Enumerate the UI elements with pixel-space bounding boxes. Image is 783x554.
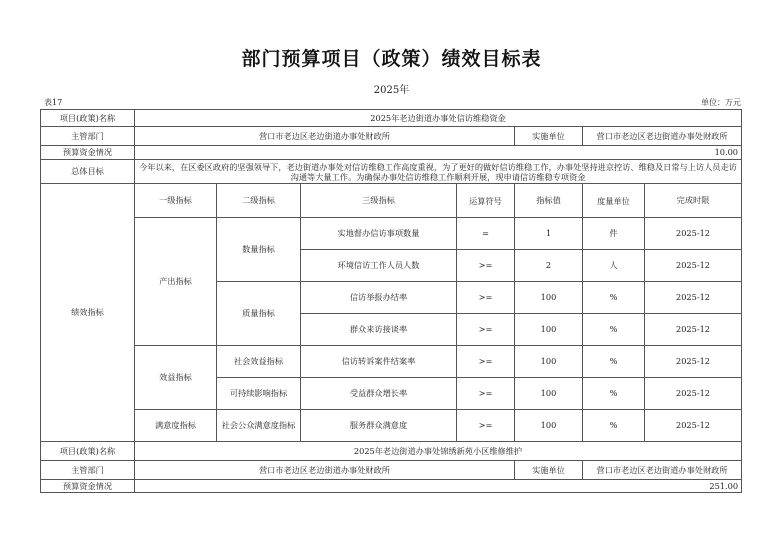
indicator-name: 受益群众增长率 (301, 378, 457, 410)
indicator-op: >= (457, 346, 515, 378)
project-name-label: 项目(政策)名称 (41, 110, 135, 127)
group-benefit: 效益指标 (135, 346, 217, 410)
unit-label: 单位：万元 (701, 98, 741, 107)
table-row (41, 461, 742, 480)
dept-value: 营口市老边区老边街道办事处财政所 (135, 127, 515, 146)
group-satisfy: 满意度指标 (135, 410, 217, 442)
header-operator: 运算符号 (457, 184, 515, 218)
impl-label: 实施单位 (515, 461, 583, 480)
indicator-unit: % (583, 410, 645, 442)
funds-value: 251.00 (135, 480, 742, 493)
table-row (41, 480, 742, 493)
group-output: 产出指标 (135, 218, 217, 346)
header-unit: 度量单位 (583, 184, 645, 218)
indicator-unit: % (583, 378, 645, 410)
indicator-op: >= (457, 282, 515, 314)
group-public: 社会公众满意度指标 (217, 410, 301, 442)
indicator-value: 100 (515, 282, 583, 314)
table-row (41, 442, 742, 461)
project-name-value: 2025年老边街道办事处信访维稳资金 (135, 110, 742, 127)
indicator-value: 100 (515, 410, 583, 442)
goal-label: 总体目标 (41, 160, 135, 184)
indicator-op: >= (457, 410, 515, 442)
table-row (41, 218, 742, 250)
funds-label: 预算资金情况 (41, 480, 135, 493)
indicator-op: = (457, 218, 515, 250)
header-value: 指标值 (515, 184, 583, 218)
indicator-name: 信访举报办结率 (301, 282, 457, 314)
table-row (41, 110, 742, 127)
table-row (41, 410, 742, 442)
indicator-name: 群众来访接谈率 (301, 314, 457, 346)
page-title: 部门预算项目（政策）绩效目标表 (241, 48, 542, 70)
indicator-deadline: 2025-12 (645, 250, 742, 282)
year-label: 2025年 (373, 85, 410, 96)
perf-label: 绩效指标 (41, 184, 135, 442)
indicator-deadline: 2025-12 (645, 314, 742, 346)
table-row (41, 160, 742, 184)
dept-label: 主管部门 (41, 127, 135, 146)
table-row (41, 146, 742, 160)
header-level2: 二级指标 (217, 184, 301, 218)
impl-value: 营口市老边区老边街道办事处财政所 (583, 127, 742, 146)
indicator-unit: % (583, 282, 645, 314)
funds-label: 预算资金情况 (41, 146, 135, 160)
funds-value: 10.00 (135, 146, 742, 160)
indicator-deadline: 2025-12 (645, 346, 742, 378)
indicator-op: >= (457, 314, 515, 346)
impl-label: 实施单位 (515, 127, 583, 146)
indicator-op: >= (457, 250, 515, 282)
indicator-deadline: 2025-12 (645, 282, 742, 314)
indicator-op: >= (457, 378, 515, 410)
indicator-value: 1 (515, 218, 583, 250)
indicator-value: 100 (515, 314, 583, 346)
table-number: 表17 (44, 98, 63, 107)
project-name-label: 项目(政策)名称 (41, 442, 135, 461)
indicator-unit: % (583, 314, 645, 346)
header-level1: 一级指标 (135, 184, 217, 218)
indicator-name: 服务群众满意度 (301, 410, 457, 442)
header-level3: 三级指标 (301, 184, 457, 218)
indicator-name: 信访转诉案件结案率 (301, 346, 457, 378)
indicator-value: 2 (515, 250, 583, 282)
indicator-deadline: 2025-12 (645, 218, 742, 250)
indicator-name: 环境信访工作人员人数 (301, 250, 457, 282)
indicator-unit: 件 (583, 218, 645, 250)
impl-value: 营口市老边区老边街道办事处财政所 (583, 461, 742, 480)
table-header-row (41, 184, 742, 218)
group-social: 社会效益指标 (217, 346, 301, 378)
dept-value: 营口市老边区老边街道办事处财政所 (135, 461, 515, 480)
project-name-value: 2025年老边街道办事处锦绣新苑小区维修维护 (135, 442, 742, 461)
performance-table (40, 109, 742, 493)
indicator-value: 100 (515, 346, 583, 378)
indicator-unit: % (583, 346, 645, 378)
indicator-deadline: 2025-12 (645, 410, 742, 442)
group-quality: 质量指标 (217, 282, 301, 346)
table-row (41, 346, 742, 378)
indicator-value: 100 (515, 378, 583, 410)
dept-label: 主管部门 (41, 461, 135, 480)
header-deadline: 完成时限 (645, 184, 742, 218)
table-row (41, 127, 742, 146)
group-sustain: 可持续影响指标 (217, 378, 301, 410)
goal-value: 今年以来，在区委区政府的坚强领导下，老边街道办事处对信访维稳工作高度重视，为了更好的做好信访维稳工作，办事处坚持进京控访、维稳及日常与上访人员走访沟通等大量工作。为确保办事处信访维稳工作顺利开展，现申请信访维稳专项资金 (135, 160, 742, 184)
indicator-deadline: 2025-12 (645, 378, 742, 410)
indicator-unit: 人 (583, 250, 645, 282)
group-quantity: 数量指标 (217, 218, 301, 282)
indicator-name: 实地督办信访事项数量 (301, 218, 457, 250)
